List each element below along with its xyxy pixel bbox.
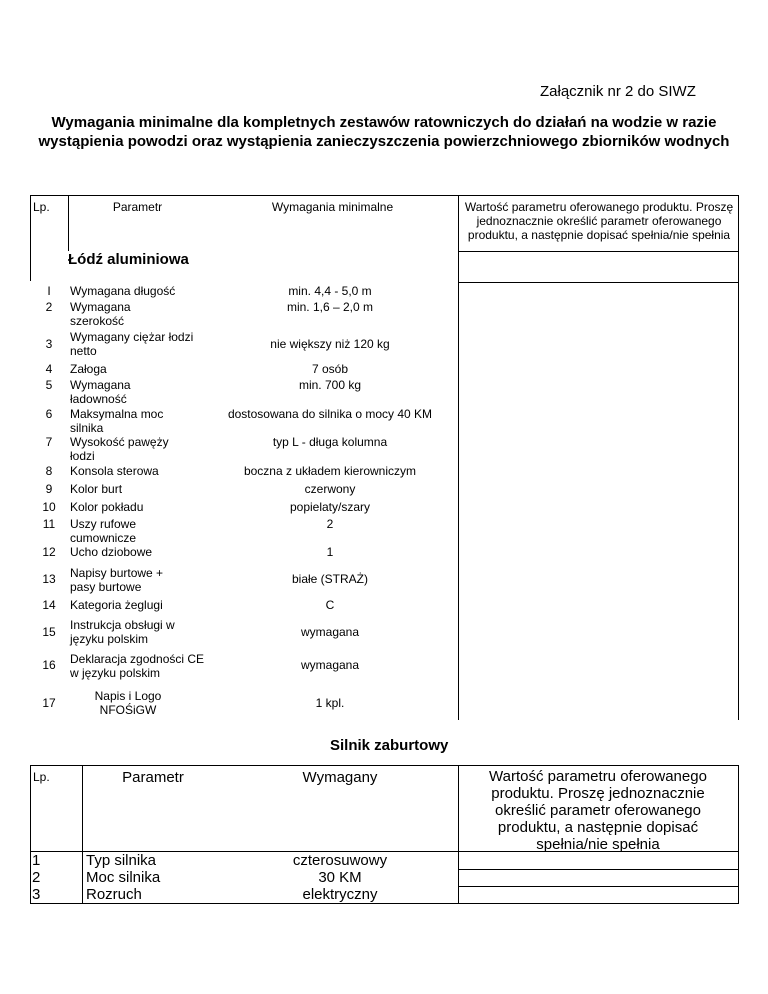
table2-divider [458,765,459,904]
table1-divider [458,195,459,720]
row-parameter: Kolor burt [70,482,123,496]
table1-top-border [30,195,739,196]
row-lp: 4 [45,362,53,376]
row-parameter: Kolor pokładu [70,500,144,514]
table1-left-border [30,195,31,281]
row-requirement: 7 osób [311,362,349,376]
row-lp: 5 [45,378,53,392]
row-lp: 15 [42,625,56,639]
row-parameter: Napis i Logo NFOŚiGW [94,689,162,717]
row-lp: 2 [45,300,53,314]
row-parameter: Wymagany ciężar łodzi netto [70,330,194,358]
document-title: Wymagania minimalne dla kompletnych zestawów ratowniczych do działań na wodzie w razie wystąpienia powodzi oraz wystąpienia zanieczyszczenia powierzchniowego zbiorników wodnych [38,114,730,150]
row-lp: 2 [32,869,41,886]
row-parameter: Wysokość pawęży łodzi [70,435,169,463]
row-lp: 9 [45,482,53,496]
header-parameter: Parametr [112,200,163,214]
header-offered-value: Wartość parametru oferowanego produktu. Proszę jednoznacznie określić parametr oferowanego produktu, a następnie dopisać spełnia/nie spełnia [464,200,734,242]
row-requirement: wymagana [300,658,360,672]
table2-bottom-border [30,903,739,904]
row-requirement: nie większy niż 120 kg [270,337,390,351]
row-parameter: Konsola sterowa [70,464,159,478]
table2-top-border [30,765,739,766]
row-lp: 16 [42,658,56,672]
row-requirement: C [325,598,335,612]
row-lp: 11 [42,517,56,531]
row-lp: 13 [42,572,56,586]
row-lp: 7 [45,435,53,449]
row-parameter: Deklaracja zgodności CE w języku polskim [70,652,205,680]
row-parameter: Kategoria żeglugi [70,598,163,612]
section-title-boat: Łódź aluminiowa [68,251,189,268]
row-lp: 3 [45,337,53,351]
table2-right-border [738,765,739,904]
table2-left-border [30,765,31,904]
table1-line [458,251,739,252]
row-parameter: Typ silnika [86,852,157,869]
header-offered-value: Wartość parametru oferowanego produktu. Proszę jednoznacznie określić parametr oferowanego produktu, a następnie dopisać spełnia/nie spełnia [489,768,707,853]
row-lp: 17 [42,696,56,710]
row-parameter: Rozruch [86,886,142,903]
table2-line [458,886,739,887]
row-requirement: min. 1,6 – 2,0 m [286,300,374,314]
row-requirement: min. 700 kg [298,378,362,392]
row-lp: 10 [42,500,56,514]
row-requirement: popielaty/szary [289,500,371,514]
row-requirement: wymagana [300,625,360,639]
row-lp: I [47,284,51,298]
row-parameter: Wymagana szerokość [70,300,131,328]
row-requirement: min. 4,4 - 5,0 m [288,284,372,298]
header-min-requirements: Wymagania minimalne [271,200,394,214]
row-requirement: czerwony [304,482,356,496]
row-lp: 14 [42,598,56,612]
row-requirement: czterosuwowy [292,852,388,869]
header-lp: Lp. [33,770,50,784]
section-title-engine: Silnik zaburtowy [330,737,449,754]
row-lp: 6 [45,407,53,421]
table1-line [458,282,739,283]
row-parameter: Uszy rufowe cumownicze [70,517,137,545]
row-requirement: 1 [326,545,334,559]
table2-divider [82,765,83,904]
attachment-label: Załącznik nr 2 do SIWZ [540,83,696,100]
row-parameter: Ucho dziobowe [70,545,153,559]
table1-right-border [738,195,739,720]
row-parameter: Instrukcja obsługi w języku polskim [70,618,175,646]
table1-divider [68,195,69,251]
row-parameter: Załoga [70,362,107,376]
row-parameter: Moc silnika [86,869,161,886]
row-requirement: boczna z układem kierowniczym [243,464,417,478]
row-lp: 3 [32,886,41,903]
row-parameter: Wymagana ładowność [70,378,131,406]
row-requirement: 2 [326,517,334,531]
row-requirement: 30 KM [318,869,362,886]
row-parameter: Wymagana długość [70,284,176,298]
row-requirement: dostosowana do silnika o mocy 40 KM [227,407,433,421]
header-parameter: Parametr [122,769,184,786]
row-requirement: elektryczny [302,886,378,903]
row-lp: 8 [45,464,53,478]
row-requirement: typ L - długa kolumna [272,435,388,449]
row-lp: 1 [32,852,41,869]
header-required: Wymagany [302,769,378,786]
row-requirement: białe (STRAŻ) [291,572,368,586]
row-parameter: Napisy burtowe + pasy burtowe [70,566,164,594]
header-lp: Lp. [33,200,50,214]
row-lp: 12 [42,545,56,559]
row-requirement: 1 kpl. [315,696,345,710]
row-parameter: Maksymalna moc silnika [70,407,164,435]
table2-line [458,869,739,870]
